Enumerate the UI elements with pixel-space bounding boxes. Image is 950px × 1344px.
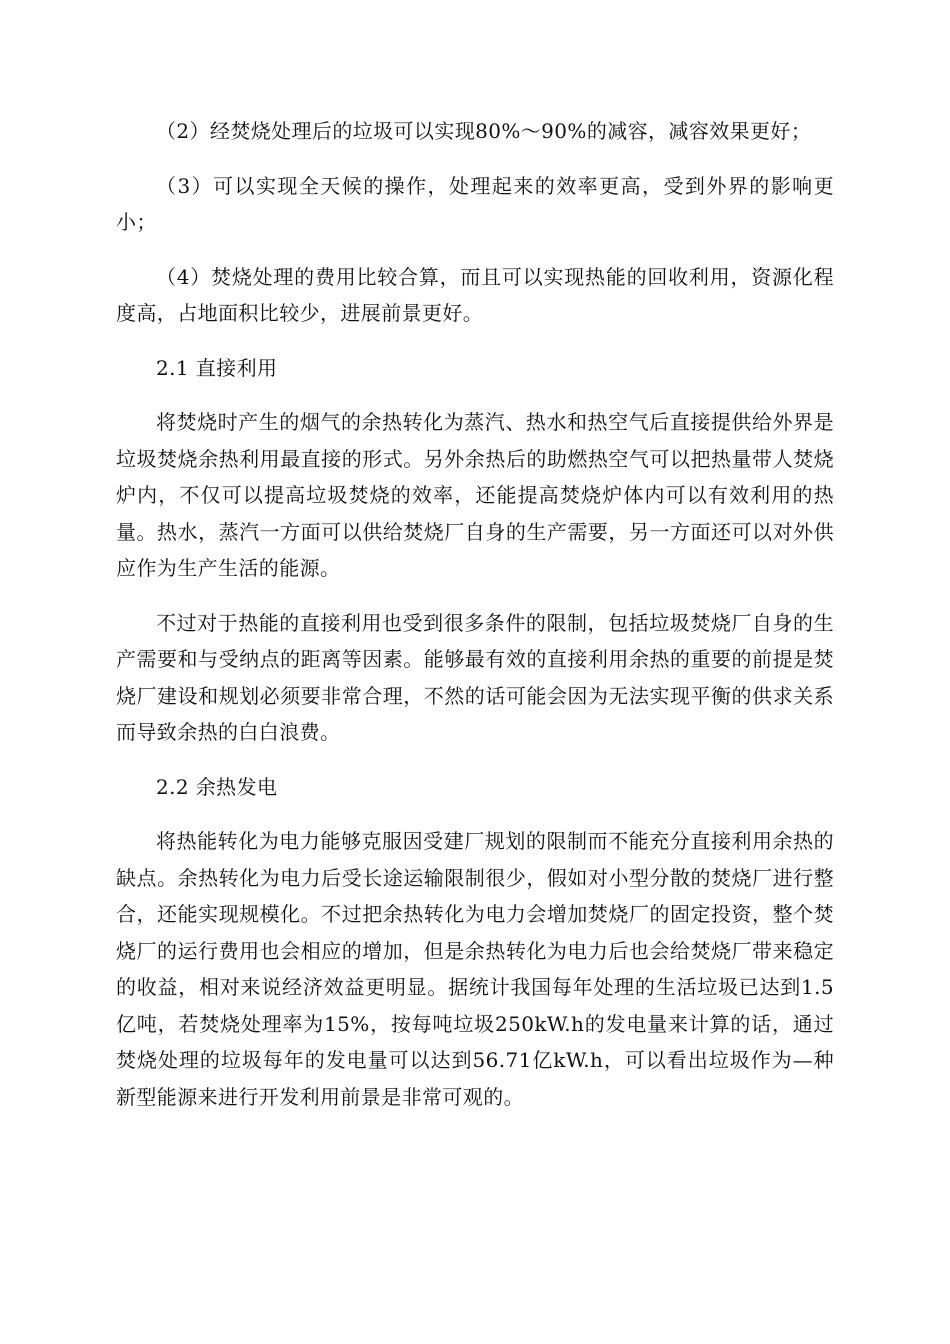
section-2-1-paragraph-1: 将焚烧时产生的烟气的余热转化为蒸汽、热水和热空气后直接提供给外界是垃圾焚烧余热利用最直接的形式。另外余热后的助燃热空气可以把热量带人焚烧炉内，不仅可以提高垃圾焚烧的效率，还能提高焚烧炉体内可以有效利用的热量。热水，蒸汽一方面可以供给焚烧厂自身的生产需要，另一方面还可以对外供应作为生产生活的能源。 (116, 410, 834, 580)
list-item-2: （2）经焚烧处理后的垃圾可以实现80%～90%的减容，减容效果更好； (156, 119, 812, 143)
list-item-4: （4）焚烧处理的费用比较合算，而且可以实现热能的回收利用，资源化程度高，占地面积比较少，进展前景更好。 (116, 264, 834, 325)
section-heading-2-2: 2.2 余热发电 (156, 774, 278, 799)
section-heading-2-1: 2.1 直接利用 (156, 355, 278, 380)
document-body (116, 113, 834, 1115)
list-item-3: （3）可以实现全天候的操作，处理起来的效率更高，受到外界的影响更小； (116, 173, 834, 234)
section-2-1-paragraph-2: 不过对于热能的直接利用也受到很多条件的限制，包括垃圾焚烧厂自身的生产需要和与受纳点的距离等因素。能够最有效的直接利用余热的重要的前提是焚烧厂建设和规划必须要非常合理，不然的话可能会因为无法实现平衡的供求关系而导致余热的白白浪费。 (116, 610, 834, 744)
section-2-2-paragraph-1: 将热能转化为电力能够克服因受建厂规划的限制而不能充分直接利用余热的缺点。余热转化为电力后受长途运输限制很少，假如对小型分散的焚烧厂进行整合，还能实现规模化。不过把余热转化为电力会增加焚烧厂的固定投资，整个焚烧厂的运行费用也会相应的增加，但是余热转化为电力后也会给焚烧厂带来稳定的收益，相对来说经济效益更明显。据统计我国每年处理的生活垃圾已达到1.5亿吨，若焚烧处理率为15%，按每吨垃圾250kW.h的发电量来计算的话，通过焚烧处理的垃圾每年的发电量可以达到56.71亿kW.h，可以看出垃圾作为—种新型能源来进行开发利用前景是非常可观的。 (116, 829, 834, 1109)
